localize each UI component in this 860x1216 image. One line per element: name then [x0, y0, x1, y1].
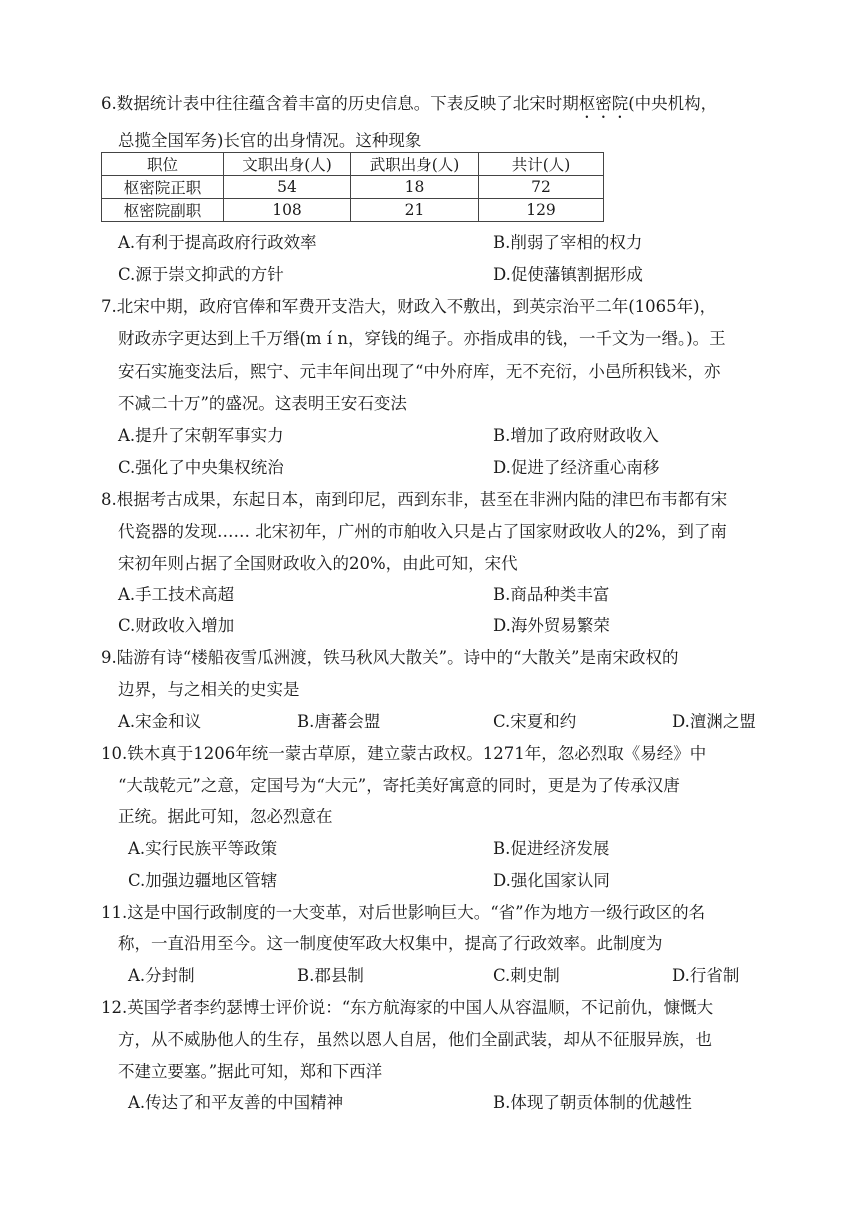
option-d[interactable]: D.海外贸易繁荣 — [493, 616, 610, 635]
question-10-stem-line-2: “大哉乾元”之意，定国号为“大元”，寄托美好寓意的同时，更是为了传承汉唐 — [118, 776, 680, 795]
question-7-stem-line-2: 财政赤字更达到上千万缗(m í n，穿钱的绳子。亦指成串的钱，一千文为一缗。)。王 — [118, 329, 726, 348]
option-b[interactable]: B.商品种类丰富 — [493, 585, 610, 604]
text-span: (中央机构， — [628, 94, 718, 113]
table-cell: 18 — [351, 176, 479, 199]
question-9-stem-line-2: 边界，与之相关的史实是 — [118, 680, 300, 699]
option-b[interactable]: B.体现了朝贡体制的优越性 — [493, 1093, 692, 1112]
table-row — [102, 199, 604, 222]
option-b[interactable]: B.促进经济发展 — [493, 839, 610, 858]
table-cell: 72 — [479, 176, 604, 199]
question-11-stem-line-1: 11.这是中国行政制度的一大变革，对后世影响巨大。“省”作为地方一级行政区的名 — [101, 903, 706, 922]
question-8-stem-line-2: 代瓷器的发现…… 北宋初年，广州的市舶收入只是占了国家财政收人的2%，到了南 — [118, 522, 727, 541]
option-d[interactable]: D.促进了经济重心南移 — [493, 458, 660, 477]
option-a[interactable]: A.有利于提高政府行政效率 — [118, 233, 317, 252]
option-a[interactable]: A.分封制 — [128, 966, 195, 985]
option-c[interactable]: C.加强边疆地区管辖 — [128, 871, 278, 890]
option-d[interactable]: D.强化国家认同 — [493, 871, 610, 890]
option-a[interactable]: A.传达了和平友善的中国精神 — [128, 1093, 344, 1112]
option-d[interactable]: D.行省制 — [672, 966, 740, 985]
question-6-stem-line-2: 总揽全国军务)长官的出身情况。这种现象 — [118, 131, 422, 150]
officials-origin-table — [101, 152, 604, 222]
question-8-stem-line-1: 8.根据考古成果，东起日本，南到印尼，西到东非，甚至在非洲内陆的津巴布韦都有宋 — [101, 490, 728, 509]
table-cell: 枢密院正职 — [102, 176, 224, 199]
option-d[interactable]: D.澶渊之盟 — [672, 712, 756, 731]
question-10-stem-line-3: 正统。据此可知，忽必烈意在 — [118, 807, 333, 826]
table-cell: 21 — [351, 199, 479, 222]
option-d[interactable]: D.促使藩镇割据形成 — [493, 265, 643, 284]
option-a[interactable]: A.宋金和议 — [118, 712, 202, 731]
question-10-stem-line-1: 10.铁木真于1206年统一蒙古草原，建立蒙古政权。1271年，忽必烈取《易经》中 — [101, 744, 707, 763]
option-b[interactable]: B.增加了政府财政收入 — [493, 426, 659, 445]
table-header-cell: 共计(人) — [479, 153, 604, 176]
question-6-stem-line-1 — [101, 93, 717, 122]
option-a[interactable]: A.手工技术高超 — [118, 585, 235, 604]
option-b[interactable]: B.削弱了宰相的权力 — [493, 233, 643, 252]
table-cell: 枢密院副职 — [102, 199, 224, 222]
question-11-stem-line-2: 称，一直沿用至今。这一制度使军政大权集中，提高了行政效率。此制度为 — [118, 934, 663, 953]
table-header-row — [102, 153, 604, 176]
question-12-stem-line-1: 12.英国学者李约瑟博士评价说：“东方航海家的中国人从容温顺，不记前仇，慷慨大 — [101, 998, 714, 1017]
option-c[interactable]: C.刺史制 — [493, 966, 560, 985]
question-12-stem-line-2: 方，从不威胁他人的生存，虽然以恩人自居，他们全副武装，却从不征服异族，也 — [118, 1030, 712, 1049]
option-b[interactable]: B.唐蕃会盟 — [297, 712, 381, 731]
option-c[interactable]: C.宋夏和约 — [493, 712, 577, 731]
table-header-cell: 职位 — [102, 153, 224, 176]
question-12-stem-line-3: 不建立要塞。”据此可知，郑和下西洋 — [118, 1062, 383, 1081]
question-9-stem-line-1: 9.陆游有诗“楼船夜雪瓜洲渡，铁马秋风大散关”。诗中的“大散关”是南宋政权的 — [101, 648, 679, 667]
question-7-stem-line-4: 不减二十万”的盛况。这表明王安石变法 — [118, 394, 407, 413]
table-header-cell: 文职出身(人) — [224, 153, 351, 176]
option-a[interactable]: A.提升了宋朝军事实力 — [118, 426, 284, 445]
table-cell: 108 — [224, 199, 351, 222]
option-c[interactable]: C.源于崇文抑武的方针 — [118, 265, 284, 284]
question-8-stem-line-3: 宋初年则占据了全国财政收入的20%，由此可知，宋代 — [118, 554, 518, 573]
table-row — [102, 176, 604, 199]
option-c[interactable]: C.财政收入增加 — [118, 616, 235, 635]
table-header-cell: 武职出身(人) — [351, 153, 479, 176]
option-a[interactable]: A.实行民族平等政策 — [128, 839, 278, 858]
emphasized-term: 枢密院 — [578, 94, 629, 113]
question-7-stem-line-3: 安石实施变法后，熙宁、元丰年间出现了“中外府库，无不充衍，小邑所积钱米，亦 — [118, 362, 721, 381]
option-b[interactable]: B.郡县制 — [297, 966, 364, 985]
option-c[interactable]: C.强化了中央集权统治 — [118, 458, 284, 477]
table-cell: 129 — [479, 199, 604, 222]
question-7-stem-line-1: 7.北宋中期，政府官俸和军费开支浩大，财政入不敷出，到英宗治平二年(1065年)， — [101, 297, 717, 316]
table-cell: 54 — [224, 176, 351, 199]
text-span: 6.数据统计表中往往蕴含着丰富的历史信息。下表反映了北宋时期 — [101, 94, 579, 113]
